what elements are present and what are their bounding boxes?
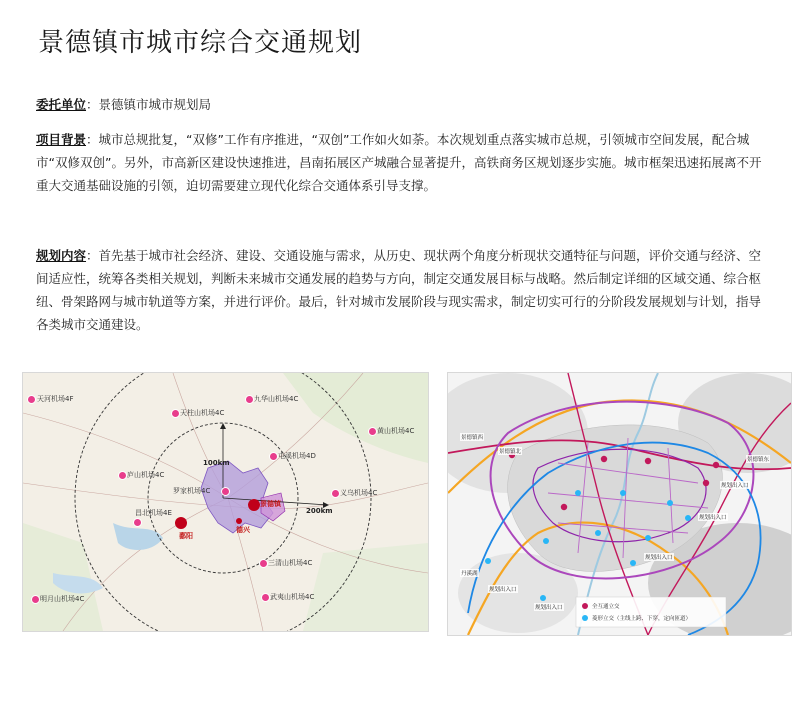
airport-label: 屯溪机场4D [278,452,316,460]
client-paragraph [36,93,766,116]
city-label-jingdezhen: 景德镇 [260,500,281,508]
airport-icon [171,409,180,418]
airport-label: 义乌机场4C [340,489,378,497]
airport-icon [27,395,36,404]
regional-airport-map [22,372,429,632]
airport-icon [221,487,230,496]
airport-icon [269,452,278,461]
network-label: 景德镇西 [461,435,484,441]
airport-label: 九华山机场4C [254,395,299,403]
plan-content-text: 首先基于城市社会经济、建设、交通设施与需求，从历史、现状两个角度分析现状交通特征与问题，评价交通与经济、空间适应性，统筹各类相关规划，判断未来城市交通发展的趋势与方向，制定交通发展目标与战略。然后制定详细的区域交通、综合枢纽、骨架路网与城市轨道等方案，并进行评价。最后，针对城市发展阶段与现实需求，制定切实可行的分阶段发展规划与计划，指导各类城市交通建设。 [36,248,762,332]
plan-content-sep: ： [86,248,99,263]
airport-label: 三清山机场4C [268,559,313,567]
airport-label: 明月山机场4C [40,595,85,603]
airport-label: 庐山机场4C [127,471,165,479]
client-text: 景德镇市城市规划局 [98,97,212,112]
client-label: 委托单位 [36,97,87,112]
legend-item-full-interchange: 全互通立交 [592,604,620,610]
airport-icon [368,427,377,436]
airport-label: 天河机场4F [37,395,74,403]
radius-label-inner: 100km [203,459,230,467]
network-label: 景德镇北 [499,449,522,455]
regional-map-graphic [23,373,428,631]
network-label: 丹溪湖 [461,571,478,577]
airport-icon [118,471,127,480]
background-paragraph [36,128,766,197]
client-sep: ： [86,97,99,112]
airport-icon [31,595,40,604]
plan-content-paragraph [36,244,766,336]
plan-content-label: 规划内容 [36,248,87,263]
legend-item-diamond-interchange: 菱形立交（主线上跨、下穿，定向匝道） [592,616,692,622]
background-sep: ： [86,132,99,147]
airport-icon [245,395,254,404]
network-label: 景德镇东 [747,457,770,463]
airport-label: 武夷山机场4C [270,593,315,601]
airport-icon [133,518,142,527]
city-label-poyang: 鄱阳 [179,532,193,540]
airport-icon [261,593,270,602]
background-text: 城市总规批复，“双修”工作有序推进，“双创”工作如火如荼。本次规划重点落实城市总规，引领城市空间发展，配合城市“双修双创”。另外，市高新区建设快速推进，昌南拓展区产城融合显著提升，高铁商务区规划逐步实施。城市框架迅速拓展离不开重大交通基础设施的引领，迫切需要建立现代化综合交通体系引导支撑。 [36,132,762,193]
radius-label-outer: 200km [306,507,333,515]
airport-icon [259,559,268,568]
road-network-map [447,372,792,636]
network-label: 规划出入口 [489,587,517,593]
network-label: 规划出入口 [535,605,563,611]
airport-label: 天柱山机场4C [180,409,225,417]
network-label: 规划出入口 [699,515,727,521]
background-label: 项目背景 [36,132,87,147]
city-label-dexing: 德兴 [236,526,250,534]
road-network-graphic [448,373,791,635]
airport-label: 黄山机场4C [377,427,415,435]
page-title: 景德镇市城市综合交通规划 [38,28,363,58]
network-label: 规划出入口 [721,483,749,489]
network-label: 规划出入口 [645,555,673,561]
airport-icon [331,489,340,498]
airport-label: 昌北机场4E [135,509,172,517]
airport-label: 罗家机场4C [173,487,211,495]
